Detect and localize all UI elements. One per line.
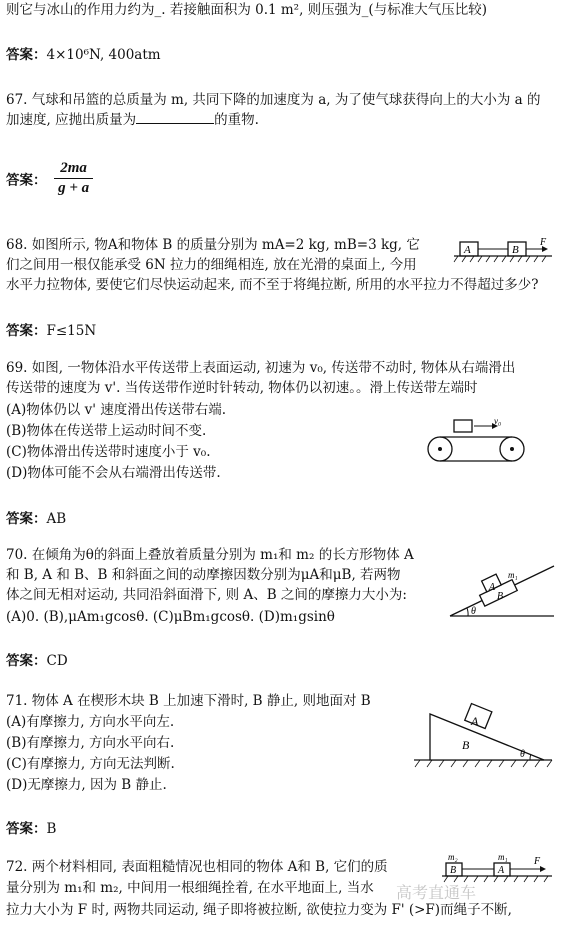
answer-label: 答案： bbox=[6, 821, 47, 836]
fig-label-m1: m₁ bbox=[508, 570, 518, 580]
fig-label-a: A bbox=[464, 244, 471, 256]
q70-answer bbox=[6, 652, 68, 670]
answer-label: 答案： bbox=[6, 323, 47, 338]
q66-text: 则它与冰山的作用力约为_. 若接触面积为 0.1 m², 则压强为_(与标准大气压比较) bbox=[6, 2, 487, 18]
q67-line2-a: 加速度, 应抛出质量为 bbox=[6, 112, 137, 128]
q72-text-line3: 拉力大小为 F 时, 两物共同运动, 绳子即将被拉断, 欲使拉力变为 F' (>F)而绳子不断, bbox=[6, 902, 512, 918]
answer-label: 答案： bbox=[6, 172, 47, 188]
q68-answer bbox=[6, 322, 96, 340]
q69-option-b: (B)物体在传送带上运动时间不变. bbox=[6, 423, 207, 439]
q70-text-line3: 体之间无相对运动, 共同沿斜面滑下, 则 A、B 之间的摩擦力大小为: bbox=[6, 587, 407, 603]
answer-value: AB bbox=[46, 511, 67, 527]
fig-label-b: B bbox=[462, 738, 470, 752]
answer-label: 答案： bbox=[6, 47, 47, 62]
fig-label-a: A bbox=[498, 865, 505, 876]
q69-text-line2: 传送带的速度为 v'. 当传送带作逆时针转动, 物体仍以初速。。滑上传送带左端时 bbox=[6, 380, 478, 396]
answer-fraction bbox=[54, 160, 93, 197]
q70-options: (A)0. (B),μAm₁gcosθ. (C)μBm₁gcosθ. (D)m₁gsinθ bbox=[6, 609, 335, 625]
q71-text-line1: 71. 物体 A 在楔形木块 B 上加速下滑时, B 静止, 则地面对 B bbox=[6, 693, 371, 709]
q71-option-d: (D)无摩擦力, 因为 B 静止. bbox=[6, 777, 167, 793]
fraction-denominator: g + a bbox=[58, 180, 90, 196]
q70-incline-figure bbox=[446, 560, 558, 622]
answer-label: 答案： bbox=[6, 511, 47, 526]
q72-text-line2: 量分别为 m₁和 m₂, 中间用一根细绳拴着, 在水平地面上, 当水 bbox=[6, 880, 374, 896]
q71-option-b: (B)有摩擦力, 方向水平向右. bbox=[6, 735, 175, 751]
fig-label-m2: m₂ bbox=[448, 852, 458, 862]
q70-text-line1: 70. 在倾角为θ的斜面上叠放着质量分别为 m₁和 m₂ 的长方形物体 A bbox=[6, 547, 414, 563]
q69-conveyor-figure bbox=[422, 416, 532, 472]
q67-line2-b: 的重物. bbox=[214, 112, 259, 128]
q72-text-line1: 72. 两个材料相同, 表面粗糙情况也相同的物体 A和 B, 它们的质 bbox=[6, 859, 388, 875]
q67-answer bbox=[6, 160, 93, 197]
watermark: 高考直通车 bbox=[396, 883, 477, 902]
q68-text-line3: 水平力拉物体, 要使它们尽快运动起来, 而不至于将绳拉断, 所用的水平拉力不得超过多少? bbox=[6, 277, 539, 293]
q71-answer bbox=[6, 820, 56, 838]
answer-value: 4×10⁶N, 400atm bbox=[46, 47, 161, 63]
answer-value: F≤15N bbox=[46, 323, 97, 339]
q68-text-line2: 们之间用一根仅能承受 6N 拉力的细绳相连, 放在光滑的桌面上, 今用 bbox=[6, 257, 417, 273]
q71-option-a: (A)有摩擦力, 方向水平向左. bbox=[6, 714, 175, 730]
fig-label-a: A bbox=[489, 582, 496, 593]
fig-label-v0: v₀ bbox=[494, 416, 502, 426]
fig-label-a: A bbox=[471, 714, 479, 728]
q70-text-line2: 和 B, A 和 B、B 和斜面之间的动摩擦因数分别为μA和μB, 若两物 bbox=[6, 567, 401, 583]
answer-value: CD bbox=[46, 653, 68, 669]
q69-option-d: (D)物体可能不会从右端滑出传送带. bbox=[6, 465, 221, 481]
fig-label-b: B bbox=[450, 865, 457, 876]
answer-blank bbox=[136, 111, 214, 124]
q69-answer bbox=[6, 510, 66, 528]
fraction-numerator: 2ma bbox=[54, 160, 93, 179]
q69-option-a: (A)物体仍以 v' 速度滑出传送带右端. bbox=[6, 402, 226, 418]
q68-blocks-figure bbox=[452, 236, 562, 270]
q68-text-line1: 68. 如图所示, 物A和物体 B 的质量分别为 mA=2 kg, mB=3 kg, 它 bbox=[6, 237, 420, 253]
fig-label-b: B bbox=[497, 591, 504, 602]
q69-option-c: (C)物体滑出传送带时速度小于 v₀. bbox=[6, 444, 211, 460]
answer-value: B bbox=[46, 821, 57, 837]
answer-label: 答案： bbox=[6, 653, 47, 668]
q66-answer bbox=[6, 46, 161, 64]
fig-label-m1: m₁ bbox=[498, 852, 508, 862]
fig-label-theta: θ bbox=[471, 606, 476, 617]
q69-text-line1: 69. 如图, 一物体沿水平传送带上表面运动, 初速为 v₀, 传送带不动时, 物体从右端滑出 bbox=[6, 360, 516, 376]
q71-option-c: (C)有摩擦力, 方向无法判断. bbox=[6, 756, 175, 772]
q67-text-line2 bbox=[6, 111, 259, 129]
fig-label-f: F bbox=[534, 856, 541, 867]
fig-label-theta: θ bbox=[520, 749, 525, 760]
q71-wedge-figure bbox=[412, 692, 554, 772]
q67-text-line1: 67. 气球和吊篮的总质量为 m, 共同下降的加速度为 a, 为了使气球获得向上的大小为 a 的 bbox=[6, 92, 541, 108]
fig-label-f: F bbox=[540, 237, 547, 248]
fig-label-b: B bbox=[512, 244, 519, 256]
